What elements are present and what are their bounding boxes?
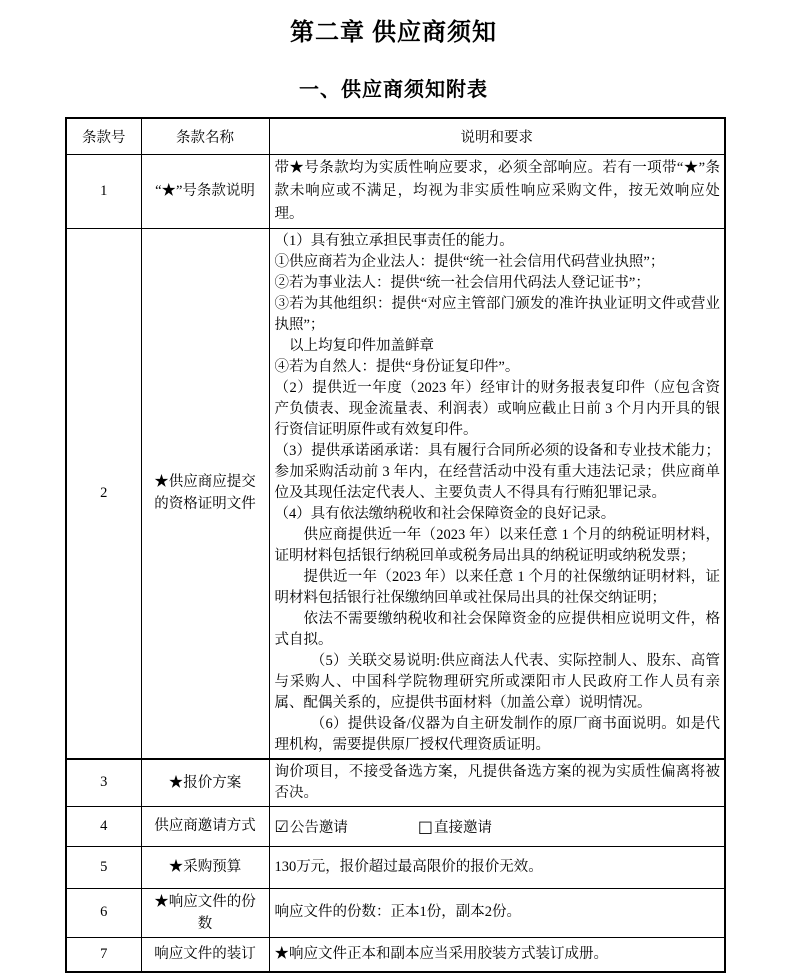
desc-paragraph: （1）具有独立承担民事责任的能力。	[274, 232, 514, 249]
desc-paragraph: 依法不需要缴纳税收和社会保障资金的应提供相应说明文件，格式自拟。	[274, 610, 720, 648]
desc-paragraph: ④若为自然人：提供“身份证复印件”。	[274, 358, 520, 375]
clause-number: 6	[66, 888, 141, 937]
clauses-table	[65, 117, 726, 973]
desc-paragraph: 询价项目，不接受备选方案，凡提供备选方案的视为实质性偏离将被否决。	[274, 763, 720, 801]
table-row	[66, 228, 725, 759]
option-unchecked	[418, 816, 492, 837]
desc-paragraph: （6）提供设备/仪器为自主研发制作的原厂商书面说明。如是代理机构，需要提供原厂授权代理资质证明。	[274, 715, 720, 753]
clause-name: ★采购预算	[141, 846, 269, 888]
table-row	[66, 888, 725, 937]
table-row	[66, 759, 725, 807]
page-title: 第二章 供应商须知	[290, 20, 497, 46]
desc-paragraph: （5）关联交易说明:供应商法人代表、实际控制人、股东、高管与采购人、中国科学院物理研究所或溧阳市人民政府工作人员有亲属、配偶关系的，应提供书面材料（加盖公章）说明情况。	[274, 652, 720, 711]
invitation-options	[275, 816, 721, 837]
desc-paragraph: （2）提供近一年度（2023 年）经审计的财务报表复印件（应包含资产负债表、现金流量表、利润表）或响应截止日前 3 个月内开具的银行资信证明原件或有效复印件。	[274, 379, 720, 438]
table-body	[66, 154, 725, 972]
desc-paragraph: （3）提供承诺函承诺：具有履行合同所必须的设备和专业技术能力；参加采购活动前 3 年内，在经营活动中没有重大违法记录；供应商单位及其现任法定代表人、主要负责人不得具有行贿犯罪记录。	[274, 442, 720, 501]
clause-number: 1	[66, 154, 141, 228]
table-row	[66, 937, 725, 972]
clause-number: 3	[66, 759, 141, 807]
clause-number: 2	[66, 228, 141, 759]
column-header: 说明和要求	[269, 118, 725, 154]
clause-number: 5	[66, 846, 141, 888]
clause-name: ★供应商应提交的资格证明文件	[141, 228, 269, 759]
clause-name: ★响应文件的份数	[141, 888, 269, 937]
table-header-row	[66, 118, 725, 154]
table-row	[66, 846, 725, 888]
desc-paragraph: ③若为其他组织：提供“对应主管部门颁发的准许执业证明文件或营业执照”；	[274, 295, 720, 333]
option-label: 直接邀请	[433, 819, 492, 836]
option-checked	[275, 816, 348, 837]
clause-desc	[269, 806, 725, 846]
checkbox-checked-icon: ☑	[274, 816, 289, 836]
page-subtitle: 一、供应商须知附表	[299, 79, 488, 101]
option-label: 公告邀请	[289, 819, 348, 836]
clause-number: 4	[66, 806, 141, 846]
column-header: 条款名称	[141, 118, 269, 154]
column-header: 条款号	[66, 118, 141, 154]
clause-desc	[269, 888, 725, 937]
desc-paragraph: 以上均复印件加盖鲜章	[289, 337, 434, 354]
clause-name: 供应商邀请方式	[141, 806, 269, 846]
checkbox-unchecked-icon: □	[417, 816, 433, 836]
desc-paragraph: 供应商提供近一年（2023 年）以来任意 1 个月的纳税证明材料，证明材料包括银行纳税回单或税务局出具的纳税证明或纳税发票；	[274, 526, 720, 564]
clause-desc	[269, 228, 725, 759]
clause-desc	[269, 154, 725, 228]
desc-paragraph: ★响应文件正本和副本应当采用胶装方式装订成册。	[274, 945, 608, 962]
clause-name: 响应文件的装订	[141, 937, 269, 972]
clause-name: “★”号条款说明	[141, 154, 269, 228]
desc-paragraph: 带★号条款均为实质性响应要求，必须全部响应。若有一项带“★”条款未响应或不满足，均视为非实质性响应采购文件，按无效响应处理。	[274, 159, 720, 222]
desc-paragraph: 130万元，报价超过最高限价的报价无效。	[274, 858, 543, 875]
desc-paragraph: （4）具有依法缴纳税收和社会保障资金的良好记录。	[274, 505, 616, 522]
table-row	[66, 806, 725, 846]
desc-paragraph: ①供应商若为企业法人：提供“统一社会信用代码营业执照”；	[274, 253, 665, 270]
clause-number: 7	[66, 937, 141, 972]
clause-desc	[269, 846, 725, 888]
clause-name: ★报价方案	[141, 759, 269, 807]
clause-desc	[269, 759, 725, 807]
table-row	[66, 154, 725, 228]
desc-paragraph: 响应文件的份数：正本1份，副本2份。	[274, 904, 521, 920]
clause-desc	[269, 937, 725, 972]
desc-paragraph: ②若为事业法人：提供“统一社会信用代码法人登记证书”；	[274, 274, 650, 291]
desc-paragraph: 提供近一年（2023 年）以来任意 1 个月的社保缴纳证明材料，证明材料包括银行社保缴纳回单或社保局出具的社保交纳证明；	[274, 568, 720, 606]
